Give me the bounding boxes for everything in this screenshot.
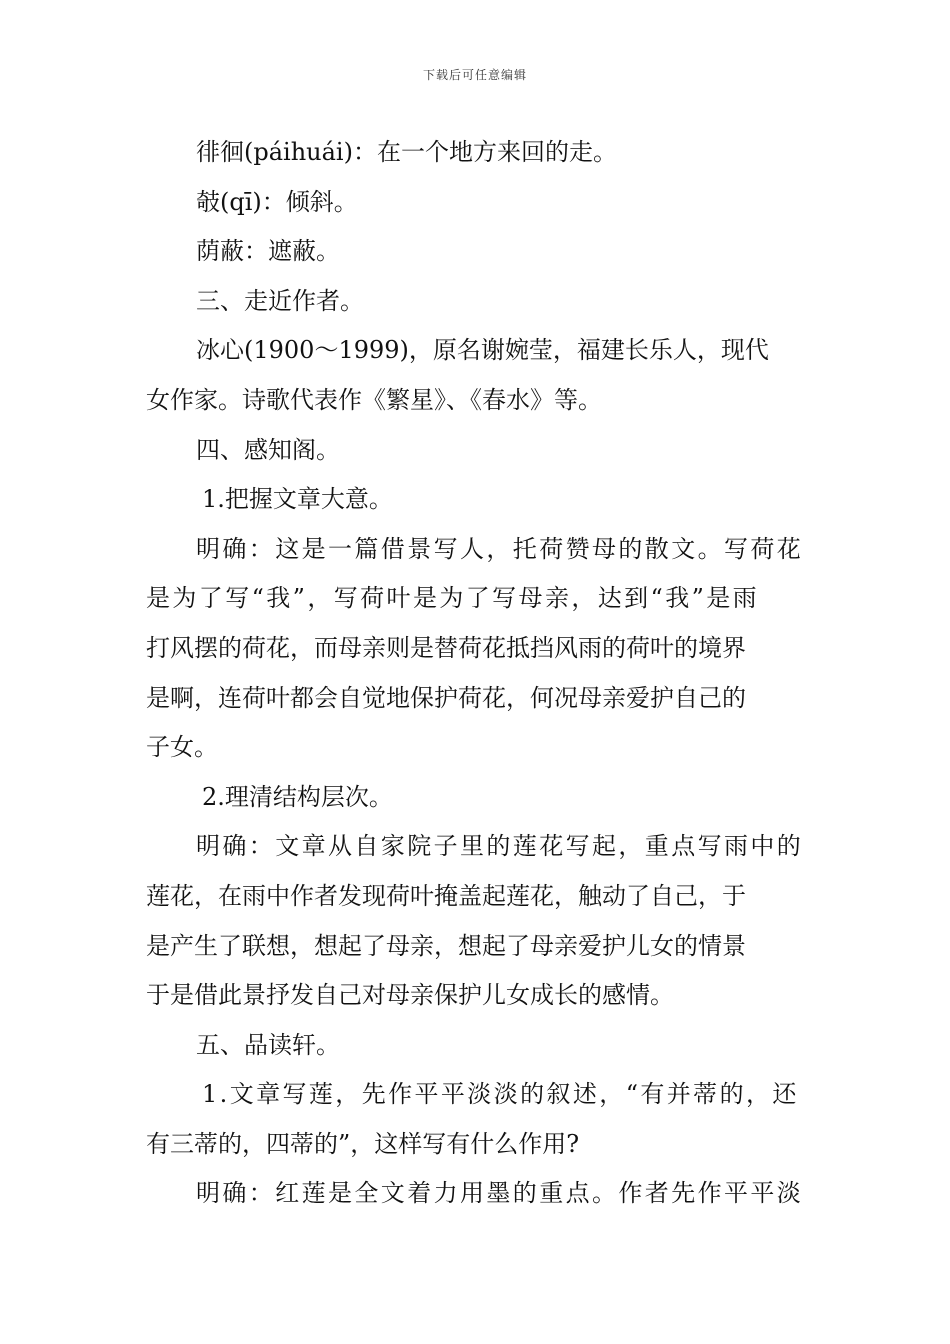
- question-line: 1.文章写莲，先作平平淡淡的叙述，“有并蒂的，还: [202, 1080, 799, 1109]
- paragraph-line: 明确：这是一篇借景写人，托荷赞母的散文。写荷花: [196, 534, 804, 563]
- page-header: 下载后可任意编辑: [422, 68, 527, 82]
- section-heading-author: 三、走近作者。: [196, 286, 364, 315]
- document-body: [146, 128, 808, 1219]
- paragraph-line: 是产生了联想，想起了母亲，想起了母亲爱护儿女的情景: [146, 931, 746, 960]
- paragraph-line: 打风摆的荷花，而母亲则是替荷花抵挡风雨的荷叶的境界: [146, 633, 746, 662]
- paragraph-line: 是啊，连荷叶都会自觉地保护荷花，何况母亲爱护自己的: [146, 683, 746, 712]
- paragraph-line: 于是借此景抒发自己对母亲保护儿女成长的感情。: [146, 981, 674, 1010]
- section-heading-perception: 四、感知阁。: [196, 435, 340, 464]
- paragraph-line: 女作家。诗歌代表作《繁星》、《春水》等。: [146, 385, 602, 414]
- subheading-structure: 2.理清结构层次。: [202, 782, 393, 811]
- question-line: 有三蒂的，四蒂的”，这样写有什么作用?: [146, 1129, 580, 1158]
- paragraph-line: 明确：红莲是全文着力用墨的重点。作者先作平平淡: [196, 1179, 804, 1208]
- paragraph-line: 冰心(1900～1999)，原名谢婉莹，福建长乐人，现代: [196, 336, 769, 365]
- paragraph-line: 是为了写“我”，写荷叶是为了写母亲，达到“我”是雨: [146, 584, 760, 613]
- section-heading-reading: 五、品读轩。: [196, 1030, 340, 1059]
- vocab-line-yinbi: 荫蔽：遮蔽。: [196, 237, 340, 266]
- subheading-main-idea: 1.把握文章大意。: [202, 485, 393, 514]
- vocab-line-qi: 攲(qī)：倾斜。: [196, 187, 358, 216]
- vocab-line-paihuai: 徘徊(páihuái)：在一个地方来回的走。: [196, 138, 617, 166]
- paragraph-line: 子女。: [146, 733, 218, 762]
- paragraph-line: 莲花，在雨中作者发现荷叶掩盖起莲花，触动了自己，于: [146, 881, 746, 910]
- paragraph-line: 明确：文章从自家院子里的莲花写起，重点写雨中的: [196, 832, 804, 861]
